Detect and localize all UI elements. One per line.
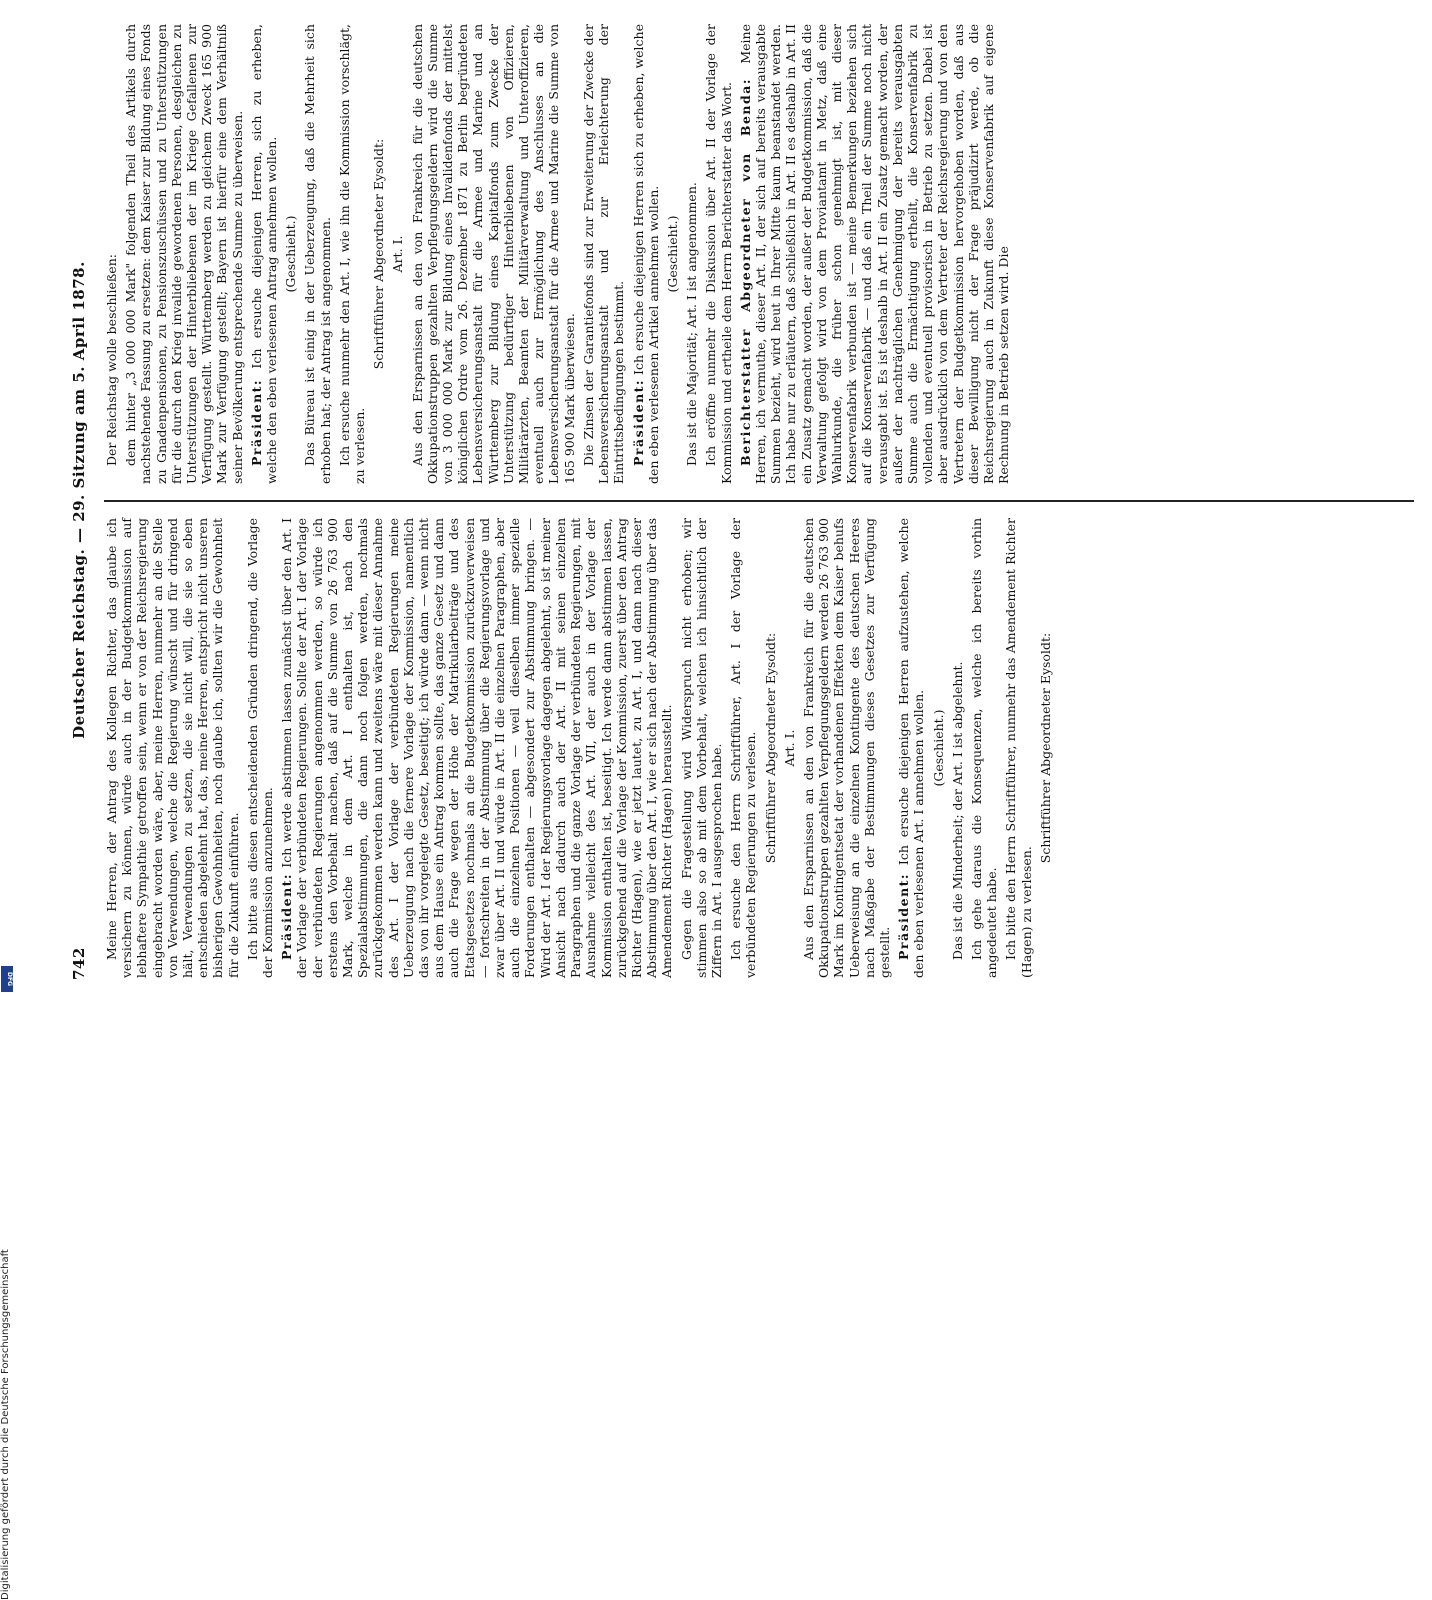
paragraph <box>337 24 367 484</box>
centered-line-text: (Geschieht.) <box>930 709 946 787</box>
paragraph <box>410 24 577 484</box>
centered-line-text: (Geschieht.) <box>283 215 299 293</box>
centered-line <box>931 518 946 978</box>
paragraph <box>801 518 892 978</box>
left-column <box>104 518 1057 978</box>
header-title: Deutscher Reichstag. — 29. Sitzung am 5. April 1878. <box>70 261 88 739</box>
paragraph <box>684 24 699 484</box>
digitization-credit-text: Digitalisierung gefördert durch die Deutsche Forschungsgemeinschaft <box>0 1249 11 1600</box>
speaker-label: Präsident: <box>279 872 295 960</box>
paragraph <box>631 24 661 484</box>
speaker-label: Berichterstatter Abgeordneter von Benda: <box>737 78 753 466</box>
paragraph-text: Der Reichstag wolle beschließen: <box>104 254 119 466</box>
paragraph <box>302 24 332 484</box>
paragraph-text: Meine Herren, ich vermuthe, dieser Art. II, der sich auf bereits verausgabte Summen bezieht, wird heut in Ihrer Mitte kaum beanstandet werden. Ich habe nur zu erläutern, daß schließlich in Art. II es deshalb in Art. II ein Zusatz gemacht worden, der außer der Budgetkommission, daß die Verwaltung gefolgt wird von dem Proviantamt in Metz, daß eine Wahlurkunde, die früher schon genehmigt ist, mit dieser Konservenfabrik verbunden ist — meine Bemerkungen beziehen sich auf die Konservenfabrik — und daß ein Theil der Summe noch nicht verausgabt ist. Es ist deshalb in Art. II ein Zusatz gemacht worden, der außer der nachträglichen Genehmigung der bereits verausgabten Summe auch die Ermächtigung ertheilt, die Konservenfabrik zu vollenden und eventuell provisorisch in Betrieb zu setzen. Dabei ist aber ausdrücklich von dem Vertreter der Reichsregierung und von den Vertretern der Budgetkommission hervorgehoben worden, daß aus dieser Bewilligung nicht der Frage präjudizirt werde, ob die Reichsregierung auch in Zukunft diese Konservenfabrik auf eigene Rechnung in Betrieb setzen wird. Die <box>737 24 1012 484</box>
paragraph-text: Ich ersuche diejenigen Herren sich zu erheben, welche den eben verlesenen Artikel annehmen wollen. <box>630 24 661 484</box>
paragraph <box>1003 518 1033 978</box>
speaker-label: Präsident: <box>630 378 646 466</box>
paragraph-text: Das ist die Majorität; Art. I ist angenommen. <box>684 182 700 466</box>
paragraph <box>249 24 279 484</box>
paragraph-text: Ich gehe daraus die Konsequenzen, welche ich bereits vorhin angedeutet habe. <box>968 518 1000 978</box>
centered-line-text: Schriftführer Abgeordneter Eysoldt: <box>1037 632 1053 864</box>
centered-line-text: Schriftführer Abgeordneter Eysoldt: <box>762 632 778 864</box>
speaker-label: Präsident: <box>248 378 264 466</box>
paragraph <box>950 518 965 978</box>
paragraph <box>123 24 245 484</box>
paragraph-text: Ich ersuche nunmehr den Art. I, wie ihn die Kommission vorschlägt, zu verlesen. <box>336 24 368 484</box>
right-column <box>104 24 1015 484</box>
digitization-credit-band <box>0 600 14 1600</box>
centered-line-text: Schriftführer Abgeordneter Eysoldt: <box>371 138 387 370</box>
paragraph <box>738 24 1012 484</box>
paragraph-text: Aus den Ersparnissen an den von Frankreich für die deutschen Okkupationstruppen gezahlten Verpflegungsgeldern wird die Summe von 3 000 000 Mark zur Bildung eines Invalidenfonds der mittelst königlichen Ordre vom 26. Dezember 1871 zu Berlin begründeten Lebensversicherungsanstalt für die Armee und Marine und an Württemberg zur Bildung eines Kapitalfonds zum Zwecke der Unterstützung bedürftiger Hinterbliebenen von Offizieren, Militärärzten, Beamten der Militärverwaltung und Unteroffizieren, eventuell auch zur Ermöglichung des Anschlusses an die Lebensversicherungsanstalt für die Armee und Marine die Summe von 165 900 Mark überwiesen. <box>409 24 577 484</box>
paragraph-text: Das Büreau ist einig in der Ueberzeugung, daß die Mehrheit sich erhoben hat; der Antrag ist angenommen. <box>302 24 333 484</box>
centered-line-text: (Geschieht.) <box>664 215 680 293</box>
paragraph <box>728 518 758 978</box>
paragraph-text: Ich eröffne nunmehr die Diskussion über Art. II der Vorlage der Kommission und ertheile dem Herrn Berichterstatter das Wort. <box>703 24 734 484</box>
centered-line <box>665 24 680 484</box>
centered-line <box>371 24 386 484</box>
running-header <box>70 20 98 980</box>
paragraph-text: Das ist die Minderheit; der Art. I ist abgelehnt. <box>949 661 965 960</box>
paragraph-text: Ich bitte aus diesen entscheidenden Gründen dringend, die Vorlage der Kommission anzunehmen. <box>244 518 276 978</box>
paragraph-text: Die Zinsen der Garantiefonds sind zur Erweiterung der Zwecke der Lebensversicherungsanstalt und zur Erleichterung der Eintrittsbedingungen bestimmt. <box>580 24 627 484</box>
paragraph <box>703 24 733 484</box>
paragraph <box>104 518 241 978</box>
centered-line-text: Art. I. <box>390 235 406 273</box>
paragraph <box>581 24 627 484</box>
centered-line <box>763 518 778 978</box>
centered-line <box>1038 518 1053 978</box>
dfg-logo: DFG <box>1 966 13 992</box>
paragraph-text: Aus den Ersparnissen an den von Frankreich für die deutschen Okkupationstruppen gezahlten Verpflegungsgeldern werden 26 763 900 Mark im Kontingentsetat der vorhandenen Effekten dem Kaiser behufs Ueberweisung an die einzelnen Kontingente des deutschen Heeres nach Maßgabe der Bestimmungen dieses Gesetzes zur Verfügung gestellt. <box>800 518 892 978</box>
centered-line <box>390 24 405 484</box>
paragraph <box>104 24 119 484</box>
paragraph <box>245 518 275 978</box>
centered-line <box>283 24 298 484</box>
centered-line-text: Art. I. <box>781 729 797 767</box>
centered-line <box>782 518 797 978</box>
paragraph <box>969 518 999 978</box>
column-divider <box>104 500 1414 502</box>
paragraph <box>679 518 725 978</box>
paragraph-text: Ich werde abstimmen lassen zunächst über den Art. I der Vorlage der verbündeten Regierungen. Sollte der Art. I der Vorlage der verbündeten Regierungen angenommen werden, so würde ich erstens den Vorbehalt machen, daß auf die Summe von 26 763 900 Mark, welche in dem Art. I enthalten ist, nach den Spezialabstimmungen, die dann noch folgen werden, nochmals zurückgekommen werden kann und zweitens wäre mit dieser Annahme des Art. I der Vorlage der verbündeten Regierungen meine Ueberzeugung nach die fernere Vorlage der Kommission, namentlich das von ihr vorgelegte Gesetz, beseitigt; ich würde dann — wenn nicht aus dem Hause ein Antrag kommen sollte, das ganze Gesetz und dann auch die Frage wegen der Höhe der Matrikularbeiträge und des Etatsgesetzes nochmals an die Budgetkommission zurückzuverweisen — fortschreiten in der Abstimmung über die Regierungsvorlage und zwar über Art. II und würde in Art. II die einzelnen Paragraphen, aber auch die einzelnen Positionen — weil dieselben immer spezielle Forderungen enthalten — abgesondert zur Abstimmung bringen. — Wird der Art. I der Regierungsvorlage dagegen abgelehnt, so ist meiner Ansicht nach dadurch auch der Art. II mit seinen einzelnen Paragraphen und die ganze Vorlage der verbündeten Regierungen, mit Ausnahme vielleicht des Art. VII, der auch in der Vorlage der Kommission enthalten ist, beseitigt. Ich werde dann abstimmen lassen, zurückgehend auf die Vorlage der Kommission, zuerst über den Antrag Richter (Hagen), wie er jetzt lautet, zu Art. I, und dann nach dieser Abstimmung über den Art. I, wie er sich nach der Abstimmung über das Amendement Richter (Hagen) herausstellt. <box>279 518 675 978</box>
paragraph-text: Ich bitte den Herrn Schriftführer, nunmehr das Amendement Richter (Hagen) zu verlesen. <box>1003 518 1034 978</box>
paragraph-text: Gegen die Fragestellung wird Widerspruch nicht erhoben; wir stimmen also so ab mit dem Vorbehalt, welchen ich hinsichtlich der Ziffern in Art. I ausgesprochen habe. <box>678 518 724 978</box>
paragraph-text: Ich ersuche diejenigen Herren aufzustehen, welche den eben verlesenen Art. I annehmen wollen. <box>896 518 927 978</box>
paragraph-text: Ich ersuche den Herrn Schriftführer, Art. I der Vorlage der verbündeten Regierungen zu verlesen. <box>728 518 759 978</box>
paragraph-text: dem hinter „3 000 000 Mark" folgenden Theil des Artikels durch nachstehende Fassung zu ersetzen: dem Kaiser zur Bildung eines Fonds zu Gnadenpensionen, zu Pensionszuschüssen und zu Unterstützungen für die durch den Krieg invalide gewordenen Personen, desgleichen zu Unterstützungen der Hinterbliebenen der im Kriege Gefallenen zur Verfügung gestellt. Württemberg werden zu gleichem Zweck 165 900 Mark zur Verfügung gestellt; Bayern ist hierfür eine dem Verhältniß seiner Bevölkerung entsprechende Summe zu überweisen. <box>123 24 245 484</box>
page-number: 742 <box>70 947 88 980</box>
paragraph <box>279 518 674 978</box>
paragraph-text: Meine Herren, der Antrag des Kollegen Richter, das glaube ich versichern zu können, würde auch in der Budgetkommission auf lebhaftere Sympathie getroffen sein, wenn er von der Reichsregierung eingebracht worden wäre, aber, meine Herren, nunmehr an die Stelle von Verwendungen, welche die Regierung wünscht und für dringend hält, Verwendungen zu setzen, die sie nicht will, die sie so eben entschieden abgelehnt hat, das, meine Herren, entspricht nicht unseren bisherigen Gewohnheiten, noch glaube ich, sollten wir die Gewohnheit für die Zukunft einführen. <box>104 518 241 978</box>
paragraph <box>896 518 926 978</box>
speaker-label: Präsident: <box>896 872 912 960</box>
paragraph-text: Ich ersuche diejenigen Herren, sich zu erheben, welche den eben verlesenen Antrag annehmen wollen. <box>248 24 280 484</box>
